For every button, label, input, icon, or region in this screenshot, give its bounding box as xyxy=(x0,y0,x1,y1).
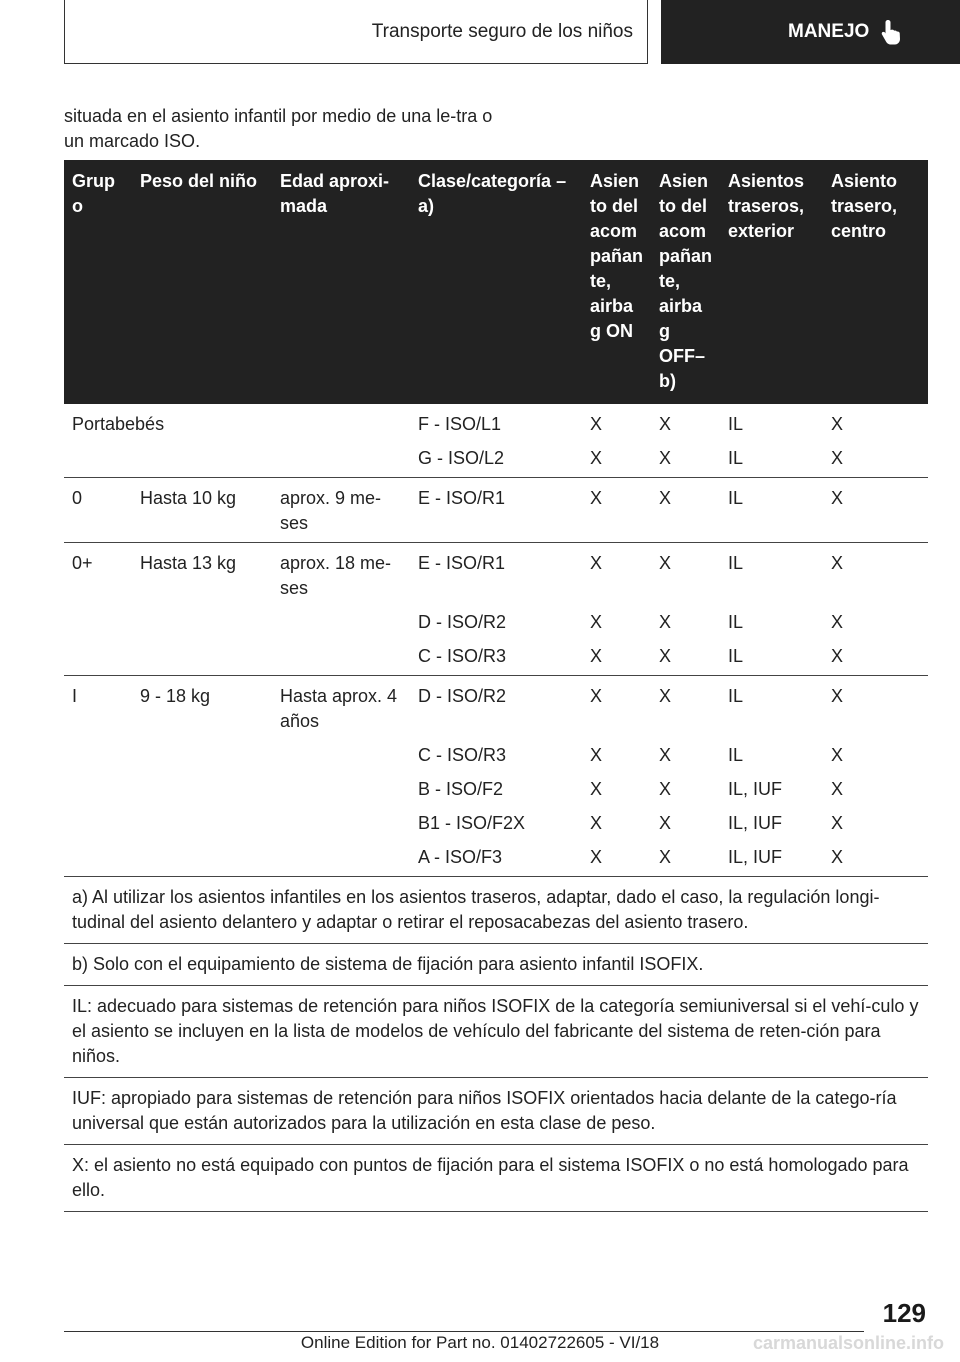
footer-edition: Online Edition for Part no. 01402722605 - VI/18 xyxy=(300,1333,660,1352)
child-seat-table xyxy=(64,160,928,1212)
header-airbag-on: Asiento del acompañante, airbag ON xyxy=(582,160,651,404)
header-edad: Edad aproxi-mada xyxy=(272,160,410,404)
header-clase: Clase/categoría – a) xyxy=(410,160,582,404)
table-footnote xyxy=(64,1078,928,1145)
table-footnote xyxy=(64,1145,928,1212)
header-peso: Peso del niño xyxy=(132,160,272,404)
page-number: 129 xyxy=(882,1298,926,1328)
footnote-b: b) Solo con el equipamiento de sistema de fijación para asiento infantil ISOFIX. xyxy=(64,944,928,986)
header-rear-exterior: Asientos traseros, exterior xyxy=(720,160,823,404)
section-title: Transporte seguro de los niños xyxy=(371,20,633,42)
table-row: G - ISO/L2 X X IL X xyxy=(64,443,928,478)
table-row: C - ISO/R3 X X IL X xyxy=(64,641,928,676)
section-header xyxy=(64,0,648,64)
footnote-il: IL: adecuado para sistemas de retención para niños ISOFIX de la categoría semiuniversal si el vehí-culo y el asiento se incluyen en la lista de modelos de vehículo del fabricante del sistema de reten-ción para niños. xyxy=(64,986,928,1078)
footer-divider xyxy=(64,1331,864,1332)
table-footnote xyxy=(64,986,928,1078)
table-row: A - ISO/F3 X X IL, IUF X xyxy=(64,842,928,877)
footnote-x: X: el asiento no está equipado con puntos de fijación para el sistema ISOFIX o no está homologado para ello. xyxy=(64,1145,928,1212)
table-row: B - ISO/F2 X X IL, IUF X xyxy=(418,779,844,799)
table-row: C - ISO/R3 X X IL X xyxy=(418,745,844,765)
watermark: carmanualsonline.info xyxy=(752,1333,944,1353)
table-header-row xyxy=(64,160,928,404)
table-row: D - ISO/R2 X X IL X xyxy=(418,612,844,632)
table-footnote xyxy=(64,944,928,986)
footnote-iuf: IUF: apropiado para sistemas de retención para niños ISOFIX orientados hacia delante de la catego-ría universal que están autorizados para la utilización en esta clase de peso. xyxy=(64,1078,928,1145)
chapter-tab xyxy=(661,0,960,64)
table-row: I 9 - 18 kg Hasta aprox. 4 años D - ISO/R2 X X IL X xyxy=(72,686,844,731)
chapter-title: MANEJO xyxy=(788,21,870,42)
table-row: 0+ Hasta 13 kg aprox. 18 me-ses E - ISO/R1 X X IL X xyxy=(72,553,844,598)
intro-paragraph: situada en el asiento infantil por medio de una le-tra o un marcado ISO. xyxy=(64,106,493,151)
table-row: 0 Hasta 10 kg aprox. 9 me-ses E - ISO/R1 X X IL X xyxy=(64,478,928,543)
header-grupo: Grupo xyxy=(64,160,132,404)
footnote-a: a) Al utilizar los asientos infantiles en los asientos traseros, adaptar, dado el caso, la regulación longi-tudinal del asiento delantero y adaptar o retirar el reposacabezas del asiento trasero. xyxy=(64,877,928,944)
table-row: Portabebés F - ISO/L1 X X IL X xyxy=(72,414,844,434)
header-airbag-off: Asiento del acompañante, airbag OFF– b) xyxy=(651,160,720,404)
table-footnote xyxy=(64,877,928,944)
header-rear-center: Asiento trasero, centro xyxy=(823,160,928,404)
table-row: B1 - ISO/F2X X X IL, IUF X xyxy=(418,813,844,833)
pointing-hand-icon xyxy=(879,18,905,46)
